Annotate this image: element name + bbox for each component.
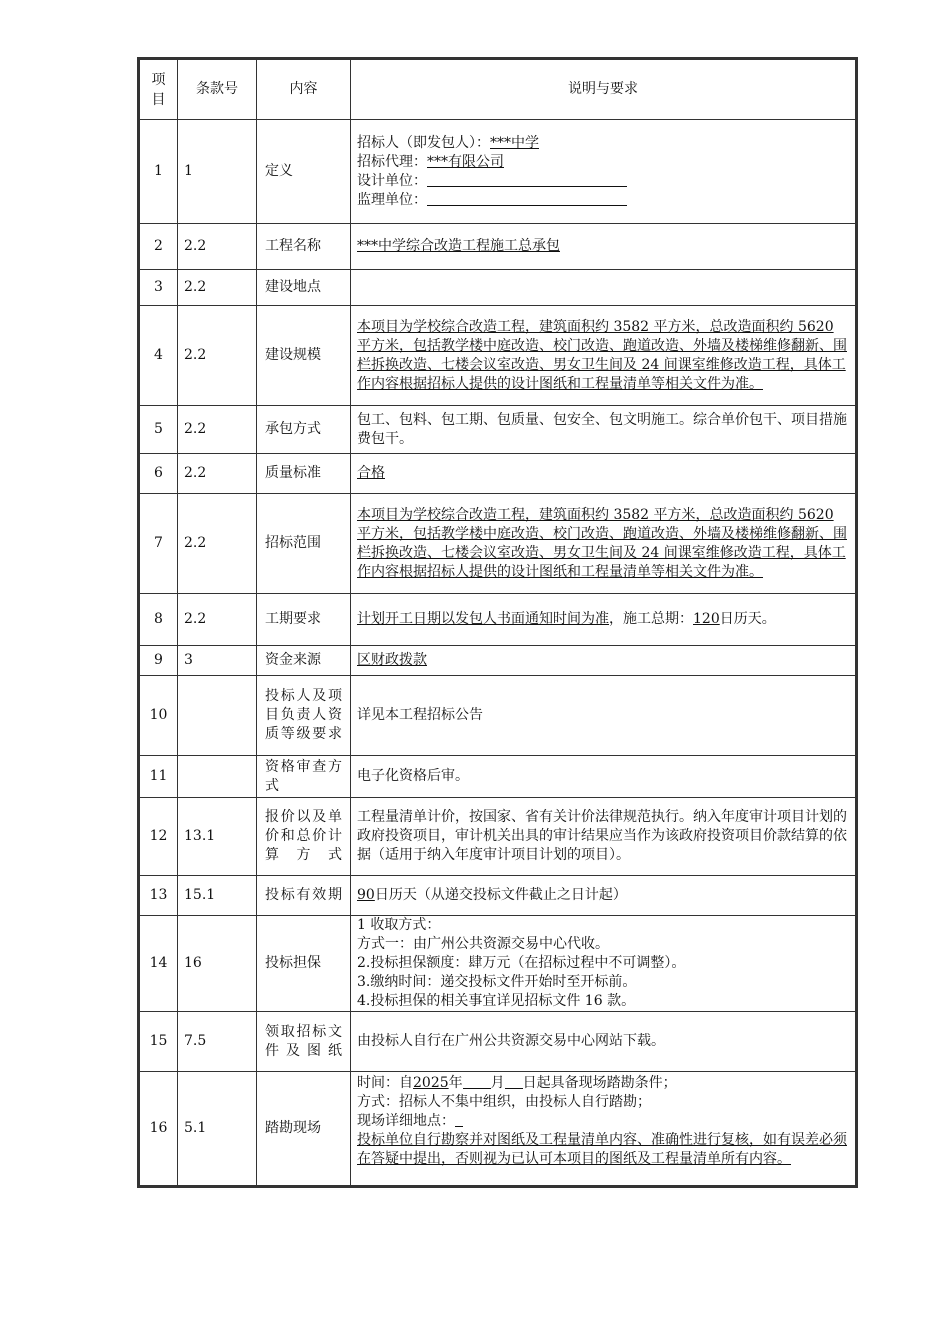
row-clause: 5.1 xyxy=(178,1072,257,1186)
row-clause: 1 xyxy=(178,120,257,224)
row-no: 4 xyxy=(140,306,178,406)
month-blank xyxy=(463,1074,491,1089)
agent-value: ***有限公司 xyxy=(427,153,504,170)
scope-text: 本项目为学校综合改造工程，建筑面积约 3582 平方米，总改造面积约 5620 平方米，包括教学楼中庭改造、校门改造、跑道改造、外墙及楼梯维修翻新、围栏拆换改造、七楼会议室改造、男女卫生间及 24 间课室维修改造工程，具体工作内容根据招标人提供的设计图纸和工程量清单等相关文件为准。 xyxy=(357,506,847,580)
table-row xyxy=(140,676,856,756)
table-row xyxy=(140,646,856,676)
tenderer-value: ***中学 xyxy=(490,134,539,151)
row-clause xyxy=(178,756,257,798)
row-no: 15 xyxy=(140,1012,178,1072)
bond-line: 2.投标担保额度：肆万元（在招标过程中不可调整）。 xyxy=(357,955,686,971)
row-desc xyxy=(351,876,856,916)
row-name: 质量标准 xyxy=(257,454,351,494)
row-name: 承包方式 xyxy=(257,406,351,454)
row-clause: 15.1 xyxy=(178,876,257,916)
row-name: 资格审查方式 xyxy=(257,756,351,798)
table-row xyxy=(140,224,856,270)
row-name: 工程名称 xyxy=(257,224,351,270)
row-no: 16 xyxy=(140,1072,178,1186)
row-name: 领取招标文件及图纸 xyxy=(257,1012,351,1072)
row-no: 14 xyxy=(140,916,178,1012)
quality-standard: 合格 xyxy=(357,465,385,481)
validity-days: 90 xyxy=(357,887,375,903)
header-row xyxy=(140,60,856,120)
fund-source: 区财政拨款 xyxy=(357,652,427,668)
header-content: 内容 xyxy=(257,60,351,120)
bid-data-table xyxy=(137,57,858,1188)
project-name: ***中学综合改造工程施工总承包 xyxy=(357,238,560,254)
day-blank xyxy=(505,1074,523,1089)
row-name: 资金来源 xyxy=(257,646,351,676)
bond-line: 3.缴纳时间：递交投标文件开始时至开标前。 xyxy=(357,974,637,990)
row-clause: 2.2 xyxy=(178,224,257,270)
start-date-text: 计划开工日期以发包人书面通知时间为准 xyxy=(357,611,609,627)
row-clause: 2.2 xyxy=(178,454,257,494)
row-no: 6 xyxy=(140,454,178,494)
duration-days: 120 xyxy=(693,611,720,627)
agent-label: 招标代理： xyxy=(357,153,427,170)
site-visit-note: 投标单位自行勘察并对图纸及工程量清单内容、准确性进行复核，如有误差必须在答疑中提出，否则视为已认可本项目的图纸及工程量清单所有内容。 xyxy=(357,1132,847,1167)
row-desc xyxy=(351,594,856,646)
row-name: 建设地点 xyxy=(257,270,351,306)
tenderer-label: 招标人（即发包人）： xyxy=(357,134,490,151)
row-no: 10 xyxy=(140,676,178,756)
row-desc xyxy=(351,306,856,406)
site-visit-time xyxy=(357,1074,849,1093)
table-row xyxy=(140,1012,856,1072)
row-no: 9 xyxy=(140,646,178,676)
row-desc xyxy=(351,646,856,676)
validity-text: 日历天（从递交投标文件截止之日计起） xyxy=(374,887,627,903)
table-row xyxy=(140,798,856,876)
site-visit-way: 方式：招标人不集中组织，由投标人自行踏勘； xyxy=(357,1094,651,1110)
row-name: 报价以及单价和总价计算方式 xyxy=(257,798,351,876)
row-name: 投标人及项目负责人资质等级要求 xyxy=(257,676,351,756)
row-name: 定义 xyxy=(257,120,351,224)
row-clause: 3 xyxy=(178,646,257,676)
row-desc xyxy=(351,1072,856,1186)
row-clause: 7.5 xyxy=(178,1012,257,1072)
bond-line: 1 收取方式： xyxy=(357,917,441,933)
row-clause xyxy=(178,676,257,756)
duration-label: ，施工总期： xyxy=(609,611,693,627)
row-no: 13 xyxy=(140,876,178,916)
row-name: 踏勘现场 xyxy=(257,1072,351,1186)
row-desc: 详见本工程招标公告 xyxy=(351,676,856,756)
row-no: 8 xyxy=(140,594,178,646)
row-desc xyxy=(351,270,856,306)
place-blank xyxy=(455,1112,463,1127)
designer-blank xyxy=(427,172,627,187)
row-no: 2 xyxy=(140,224,178,270)
row-desc xyxy=(351,454,856,494)
row-no: 7 xyxy=(140,494,178,594)
time-end: 日起具备现场踏勘条件； xyxy=(522,1075,677,1091)
header-desc: 说明与要求 xyxy=(351,60,856,120)
bond-line: 方式一：由广州公共资源交易中心代收。 xyxy=(357,936,609,952)
table-row xyxy=(140,120,856,224)
row-name: 建设规模 xyxy=(257,306,351,406)
row-desc: 电子化资格后审。 xyxy=(351,756,856,798)
table-row xyxy=(140,454,856,494)
supervisor-blank xyxy=(427,191,627,206)
supervisor-label: 监理单位： xyxy=(357,191,427,208)
row-desc xyxy=(351,224,856,270)
table-row xyxy=(140,594,856,646)
table-row xyxy=(140,306,856,406)
site-visit-place xyxy=(357,1112,849,1131)
table-row xyxy=(140,270,856,306)
row-desc xyxy=(351,494,856,594)
table-row xyxy=(140,494,856,594)
row-no: 3 xyxy=(140,270,178,306)
row-name: 投标有效期 xyxy=(257,876,351,916)
designer-label: 设计单位： xyxy=(357,172,427,189)
row-clause: 2.2 xyxy=(178,406,257,454)
row-clause: 2.2 xyxy=(178,494,257,594)
time-prefix: 时间：自 xyxy=(357,1075,413,1091)
header-item: 项目 xyxy=(140,60,178,120)
row-no: 5 xyxy=(140,406,178,454)
place-label: 现场详细地点： xyxy=(357,1113,455,1129)
time-year: 2025 xyxy=(413,1075,449,1091)
time-month-unit: 月 xyxy=(490,1075,505,1091)
row-name: 招标范围 xyxy=(257,494,351,594)
table-row xyxy=(140,756,856,798)
header-clause: 条款号 xyxy=(178,60,257,120)
time-year-unit: 年 xyxy=(448,1075,463,1091)
row-clause: 2.2 xyxy=(178,270,257,306)
bond-line: 4.投标担保的相关事宜详见招标文件 16 款。 xyxy=(357,993,636,1009)
row-desc xyxy=(351,916,856,1012)
scale-text: 本项目为学校综合改造工程，建筑面积约 3582 平方米，总改造面积约 5620 平方米，包括教学楼中庭改造、校门改造、跑道改造、外墙及楼梯维修翻新、围栏拆换改造、七楼会议室改造、男女卫生间及 24 间课室维修改造工程，具体工作内容根据招标人提供的设计图纸和工程量清单等相关文件为准。 xyxy=(357,318,847,392)
row-name: 工期要求 xyxy=(257,594,351,646)
row-clause: 16 xyxy=(178,916,257,1012)
row-desc: 工程量清单计价，按国家、省有关计价法律规范执行。纳入年度审计项目计划的政府投资项目，审计机关出具的审计结果应当作为该政府投资项目价款结算的依据（适用于纳入年度审计项目计划的项目）。 xyxy=(351,798,856,876)
row-desc xyxy=(351,120,856,224)
row-no: 11 xyxy=(140,756,178,798)
table-row xyxy=(140,916,856,1012)
row-clause: 13.1 xyxy=(178,798,257,876)
table-row xyxy=(140,1072,856,1186)
row-clause: 2.2 xyxy=(178,306,257,406)
row-clause: 2.2 xyxy=(178,594,257,646)
duration-unit: 日历天。 xyxy=(719,611,776,627)
row-no: 1 xyxy=(140,120,178,224)
row-name: 投标担保 xyxy=(257,916,351,1012)
row-desc: 包工、包料、包工期、包质量、包安全、包文明施工。综合单价包干、项目措施费包干。 xyxy=(351,406,856,454)
row-no: 12 xyxy=(140,798,178,876)
table-row xyxy=(140,876,856,916)
row-desc: 由投标人自行在广州公共资源交易中心网站下载。 xyxy=(351,1012,856,1072)
table-row xyxy=(140,406,856,454)
